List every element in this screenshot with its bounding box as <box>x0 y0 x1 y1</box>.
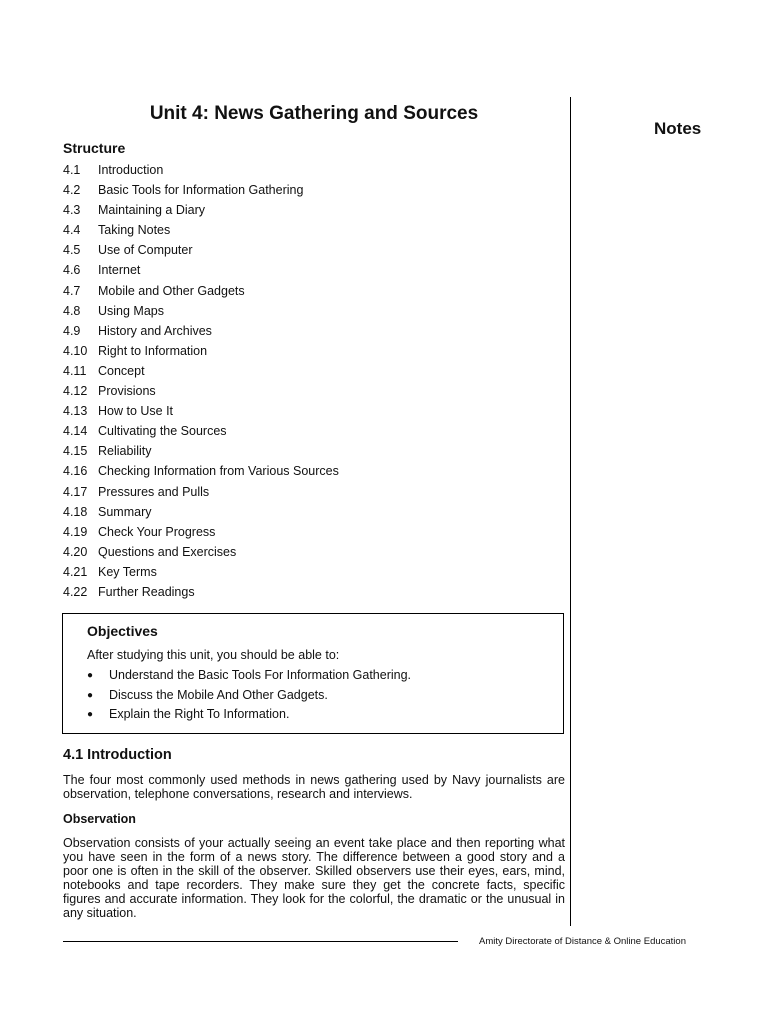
objectives-intro: After studying this unit, you should be able to: <box>87 648 340 662</box>
structure-item-number: 4.19 <box>63 524 88 539</box>
structure-item-number: 4.4 <box>63 223 81 238</box>
introduction-paragraph: The four most commonly used methods in news gathering used by Navy journalists are observation, telephone conversations, research and interviews. <box>63 773 565 801</box>
structure-list <box>63 160 339 602</box>
structure-item-number: 4.14 <box>63 424 88 439</box>
structure-item-number: 4.6 <box>63 263 81 278</box>
structure-item <box>63 361 339 381</box>
objectives-heading: Objectives <box>87 623 158 639</box>
structure-item <box>63 260 339 280</box>
bullet-icon: ● <box>87 709 94 720</box>
structure-item-number: 4.2 <box>63 183 81 198</box>
structure-item <box>63 441 339 461</box>
footer-text: Amity Directorate of Distance & Online Education <box>479 936 686 947</box>
structure-item <box>63 502 339 522</box>
structure-item-label: Right to Information <box>98 343 208 358</box>
structure-item-number: 4.13 <box>63 404 88 419</box>
structure-item <box>63 341 339 361</box>
structure-item <box>63 401 339 421</box>
objective-text: Understand the Basic Tools For Information Gathering. <box>109 668 412 682</box>
structure-item-label: Using Maps <box>98 303 164 318</box>
observation-paragraph: Observation consists of your actually seeing an event take place and then reporting what you have seen in the form of a news story. The difference between a good story and a poor one is often in the skill of the observer. Skilled observers use their eyes, ears, mind, notebooks and tape recorders. They make sure they get the concrete facts, specific figures and accurate information. They look for the colorful, the dramatic or the unusual in any situation. <box>63 836 565 920</box>
structure-item-label: Checking Information from Various Sources <box>98 464 339 479</box>
structure-item <box>63 381 339 401</box>
structure-item-label: Concept <box>98 363 145 378</box>
objectives-box <box>62 613 564 734</box>
objective-item <box>87 705 411 725</box>
structure-item-number: 4.18 <box>63 504 88 519</box>
structure-item-label: Pressures and Pulls <box>98 484 210 499</box>
structure-item-label: Basic Tools for Information Gathering <box>98 183 304 198</box>
structure-item-number: 4.12 <box>63 384 88 399</box>
structure-item <box>63 542 339 562</box>
structure-item <box>63 200 339 220</box>
structure-item-label: Reliability <box>98 444 152 459</box>
structure-item <box>63 180 339 200</box>
structure-item-label: Mobile and Other Gadgets <box>98 283 245 298</box>
margin-divider <box>570 97 571 926</box>
objective-item <box>87 686 411 706</box>
structure-item-number: 4.16 <box>63 464 88 479</box>
structure-item <box>63 160 339 180</box>
objective-text: Explain the Right To Information. <box>109 707 290 721</box>
structure-item-label: Cultivating the Sources <box>98 424 227 439</box>
structure-item-label: Questions and Exercises <box>98 544 237 559</box>
structure-item-label: Internet <box>98 263 141 278</box>
bullet-icon: ● <box>87 689 94 701</box>
structure-item-label: How to Use It <box>98 404 174 419</box>
objectives-list <box>87 666 411 725</box>
structure-item-label: Provisions <box>98 384 156 399</box>
structure-item <box>63 461 339 481</box>
structure-item <box>63 482 339 502</box>
objective-item <box>87 666 411 686</box>
structure-item <box>63 582 339 602</box>
structure-item-number: 4.20 <box>63 544 88 559</box>
structure-item-label: Maintaining a Diary <box>98 203 205 218</box>
structure-item <box>63 301 339 321</box>
structure-item-number: 4.17 <box>63 484 88 499</box>
section-heading-introduction: 4.1 Introduction <box>63 747 172 763</box>
structure-item <box>63 321 339 341</box>
observation-subheading: Observation <box>63 812 136 826</box>
structure-item-label: Summary <box>98 504 152 519</box>
structure-item-label: Further Readings <box>98 584 195 599</box>
structure-item <box>63 281 339 301</box>
structure-item <box>63 562 339 582</box>
objective-text: Discuss the Mobile And Other Gadgets. <box>109 687 328 702</box>
structure-item-label: Taking Notes <box>98 223 171 238</box>
structure-item-number: 4.21 <box>63 564 88 579</box>
structure-item-number: 4.7 <box>63 283 81 298</box>
notes-margin-label: Notes <box>654 119 702 138</box>
structure-item-label: Use of Computer <box>98 243 193 258</box>
structure-item-label: History and Archives <box>98 323 212 338</box>
structure-item-number: 4.5 <box>63 243 81 258</box>
structure-item-number: 4.9 <box>63 323 81 338</box>
structure-item <box>63 220 339 240</box>
page-title: Unit 4: News Gathering and Sources <box>149 103 479 124</box>
structure-item-label: Check Your Progress <box>98 524 216 539</box>
structure-heading: Structure <box>63 140 126 156</box>
structure-item-number: 4.22 <box>63 584 88 599</box>
structure-item-number: 4.15 <box>63 444 88 459</box>
structure-item-label: Key Terms <box>98 564 157 579</box>
structure-item-number: 4.1 <box>63 163 81 177</box>
structure-item <box>63 522 339 542</box>
bullet-icon: ● <box>87 670 94 681</box>
structure-item-number: 4.11 <box>63 363 87 378</box>
footer-divider <box>63 941 458 942</box>
structure-item <box>63 421 339 441</box>
structure-item-number: 4.10 <box>63 343 88 358</box>
structure-item <box>63 240 339 260</box>
structure-item-label: Introduction <box>98 163 164 177</box>
structure-item-number: 4.8 <box>63 303 81 318</box>
structure-item-number: 4.3 <box>63 203 81 218</box>
